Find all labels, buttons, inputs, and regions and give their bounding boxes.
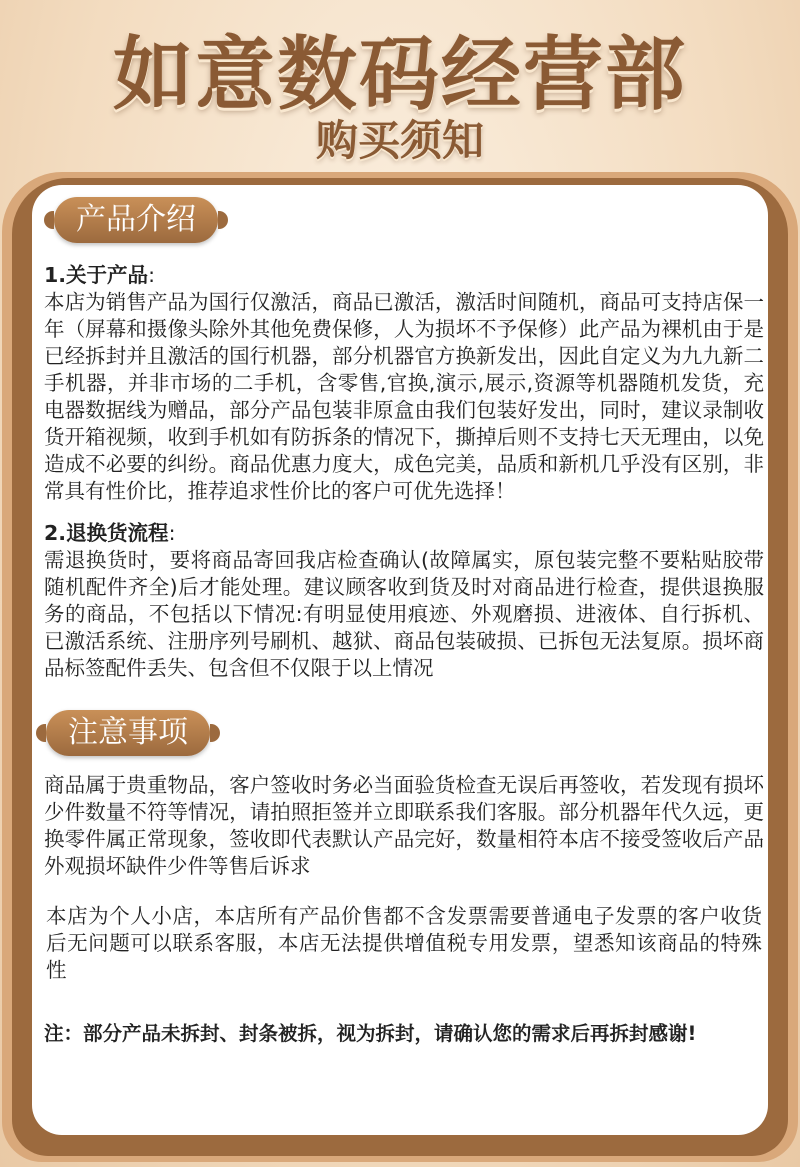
return-process-heading: 2.退换货流程 xyxy=(44,521,169,545)
about-product-heading: 1.关于产品 xyxy=(44,263,149,287)
return-process-colon: : xyxy=(168,521,176,545)
unsealed-notice: 注：部分产品未拆封、封条被拆，视为拆封，请确认您的需求后再拆封感谢! xyxy=(44,1022,697,1045)
about-product-text: 本店为销售产品为国行仅激活，商品已激活，激活时间随机，商品可支持店保一年（屏幕和摄像头除外其他免费保修，人为损坏不予保修）此产品为裸机由于是已经拆封并且激活的国行机器，部分机器官方换新发出，因此自定义为九九新二手机器，并非市场的二手机，含零售,官换,演示,展示,资源等机器随机发货，充电器数据线为赠品，部分产品包装非原盒由我们包装好发出，同时，建议录制收货开箱视频，收到手机如有防拆条的情况下，撕掉后则不支持七天无理由，以免造成不必要的纠纷。商品优惠力度大，成色完美，品质和新机几乎没有区别，非常具有性价比，推荐追求性价比的客户可优先选择！ xyxy=(44,290,764,503)
store-title: 如意数码经营部 xyxy=(113,28,687,121)
about-product-colon: : xyxy=(148,263,155,287)
product-intro-badge: 产品介绍 xyxy=(54,197,218,243)
notes-text: 商品属于贵重物品，客户签收时务必当面验货检查无误后再签收，若发现有损坏少件数量不符等情况，请拍照拒签并立即联系我们客服。部分机器年代久远，更换零件属正常现象，签收即代表默认产品完好，数量相符本店不接受签收后产品外观损坏缺件少件等售后诉求 xyxy=(44,773,764,878)
notes-badge: 注意事项 xyxy=(46,710,210,756)
about-product-section xyxy=(44,262,764,505)
invoice-text: 本店为个人小店，本店所有产品价售都不含发票需要普通电子发票的客户收货后无问题可以联系客服，本店无法提供增值税专用发票，望悉知该商品的特殊性 xyxy=(46,904,762,982)
return-process-section xyxy=(44,520,764,682)
return-process-text: 需退换货时，要将商品寄回我店检查确认(故障属实，原包装完整不要粘贴胶带随机配件齐全)后才能处理。建议顾客收到货及时对商品进行检查，提供退换服务的商品，不包括以下情况:有明显使用痕迹、外观磨损、进液体、自行拆机、已激活系统、注册序列号刷机、越狱、商品包装破损、已拆包无法复原。损坏商品标签配件丢失、包含但不仅限于以上情况 xyxy=(44,548,764,680)
purchase-notice-title: 购买须知 xyxy=(315,116,484,165)
